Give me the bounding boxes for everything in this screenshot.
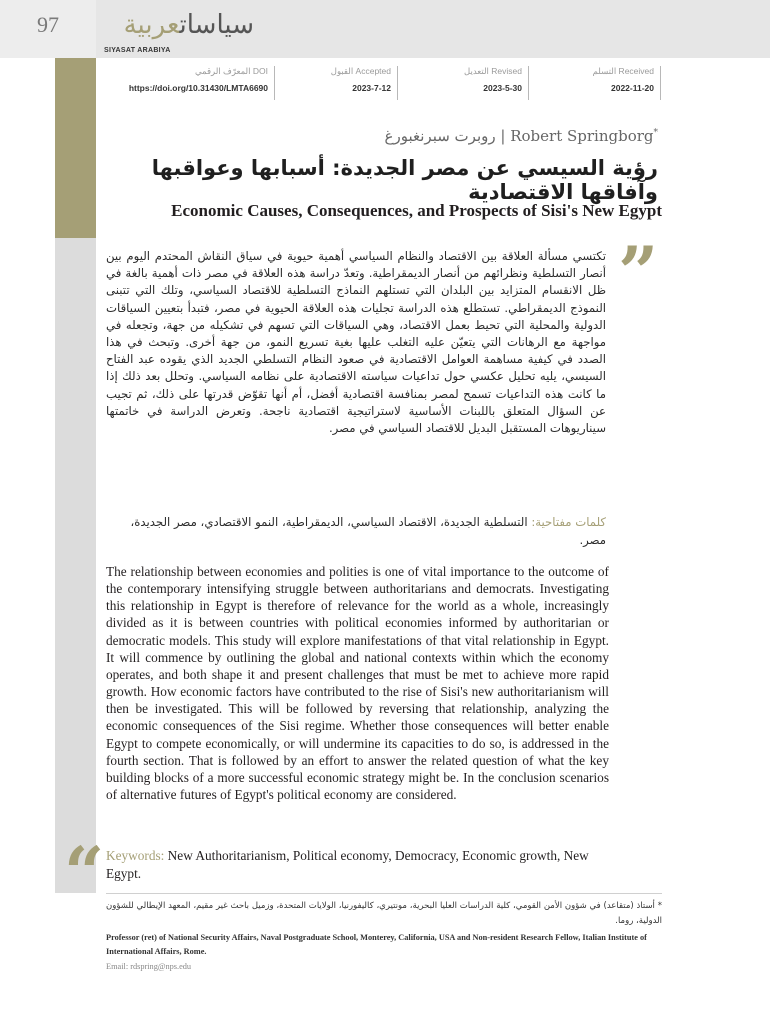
footnote-english: Professor (ret) of National Security Affairs, Naval Postgraduate School, Monterey, California, USA and Non-resident Research Fellow, Italian Institute of International Affairs, Rome. <box>106 933 647 956</box>
keywords-english-label: Keywords: <box>106 848 165 863</box>
meta-accepted-value: 2023-7-12 <box>352 83 391 93</box>
abstract-english: The relationship between economies and polities is one of vital importance to the outcome of the contemporary intensifying struggle between authoritarians and democrats. Investigating this relationship in Egypt is therefore of relevance for the world as a whole, increasingly divided as it is between countries with political economies informed by authoritarian or democratic models. This study will explore manifestations of that vital relationship in Egypt. It will commence by outlining the global and national contexts within which the economy operates, and both shape it and present challenges that must be met to achieve more rapid growth. How economic factors have contributed to the rise of Sisi's new authoritarianism will then be investigated. This will be followed by reversing that relationship, analyzing the economic consequences of the Sisi regime. Whether those consequences will better enable Egypt to compete economically, or will undermine its capacities to do so, is addressed in the fourth section. That is followed by an effort to answer the related question of what the key building blocks of a more successful economic strategy might be. In the conclusion scenarios of alternative futures of Egypt's political economy are considered. <box>106 564 609 803</box>
title-arabic: رؤية السيسي عن مصر الجديدة: أسبابها وعواقبها وآفاقها الاقتصادية <box>151 156 658 204</box>
logo-arabic <box>124 10 254 40</box>
footnote-divider <box>106 893 662 894</box>
meta-revised-value: 2023-5-30 <box>483 83 522 93</box>
footnote-arabic-text: أستاذ (متقاعد) في شؤون الأمن القومي، كلية الدراسات العليا البحرية، مونتيري، كاليفورنيا، الولايات المتحدة، وزميل باحث غير مقيم، المعهد الإيطالي للشؤون الدولية، روما. <box>106 901 662 926</box>
meta-accepted <box>296 66 398 100</box>
footnote-arabic <box>106 899 662 929</box>
meta-doi <box>106 66 275 100</box>
logo-arabic-accent: عربية <box>123 10 180 40</box>
meta-accepted-label: القبول Accepted <box>330 66 391 76</box>
meta-revised <box>426 66 529 100</box>
keywords-arabic <box>106 514 606 549</box>
footnote-marker: * <box>657 901 663 911</box>
meta-doi-label: المعرّف الرقمي DOI <box>194 66 268 76</box>
keywords-english-text: New Authoritarianism, Political economy, Democracy, Economic growth, New Egypt. <box>106 848 589 881</box>
meta-received <box>554 66 661 100</box>
abstract-arabic: تكتسي مسألة العلاقة بين الاقتصاد والنظام السياسي أهمية حيوية في سياق النقاش المحتدم اليوم بين أنصار التسلطية ونظرائهم من أنصار الديمقراطية. وتعدّ دراسة هذه العلاقة في مصر ذات أهمية بالغة في ظل الانقسام المتزايد بين البلدان التي تستلهم النماذج التسلطية للاقتصاد السياسي، وتلك التي تتبنى النموذج الديمقراطي. تستطلع هذه الدراسة تجليات هذه العلاقة الحيوية في مصر، فتبدأ بتعيين السياقات الدولية والمحلية التي تحيط بعمل الاقتصاد، وهي السياقات التي تسهم في تشكيله من جهة، وتجعله في مواجهة مع الرهانات التي يتعيّن عليه التغلب عليها بغية تسريع النمو، من جهة أخرى. وتبحث في هذا الصدد في كيفية مساهمة العوامل الاقتصادية في صعود النظام التسلطي الجديد الذي يقوده عبد الفتاح السيسي، يليه تحليل عكسي حول تداعيات سياسته الاقتصادية على نظامه السياسي. وتحلل بعد ذلك إذا ما كانت هذه التداعيات تسمح لمصر بمنافسة اقتصادية أفضل، أم أنها تقوّض قدرتها على ذلك، ثم تجيب عن السؤال المتعلق باللبنات الأساسية لاستراتيجية اقتصادية ناجحة. وتعرض الدراسة في خاتمتها سيناريوهات المستقبل البديل للاقتصاد السياسي في مصر. <box>106 249 606 436</box>
meta-received-label: التسلم Received <box>592 66 654 76</box>
meta-revised-label: التعديل Revised <box>464 66 522 76</box>
keywords-arabic-text: التسلطية الجديدة، الاقتصاد السياسي، الديمقراطية، النمو الاقتصادي، مصر الجديدة، مصر. <box>130 515 606 547</box>
title-english: Economic Causes, Consequences, and Prospects of Sisi's New Egypt <box>171 201 662 220</box>
author-footnote-marker: * <box>653 128 658 138</box>
sidebar-olive-band <box>55 58 96 238</box>
sidebar-gray-band <box>55 238 96 893</box>
quote-close-icon: “ <box>64 831 105 914</box>
author-line <box>385 127 658 145</box>
meta-received-value: 2022-11-20 <box>610 83 654 93</box>
quote-open-icon: ” <box>618 231 659 314</box>
journal-logo <box>104 10 254 54</box>
keywords-arabic-label: كلمات مفتاحية: <box>531 515 606 529</box>
author-email[interactable]: Email: rdspring@nps.edu <box>106 962 192 971</box>
meta-doi-value[interactable]: https://doi.org/10.31430/LMTA6690 <box>128 83 268 93</box>
page-number: 97 <box>37 12 59 37</box>
keywords-english <box>106 847 609 883</box>
logo-english: SIYASAT ARABIYA <box>104 47 171 54</box>
article-meta <box>106 66 662 100</box>
logo-arabic-main: سياسات <box>179 10 254 40</box>
author-name: روبرت سبرنغبورغ | Robert Springborg <box>384 127 654 145</box>
